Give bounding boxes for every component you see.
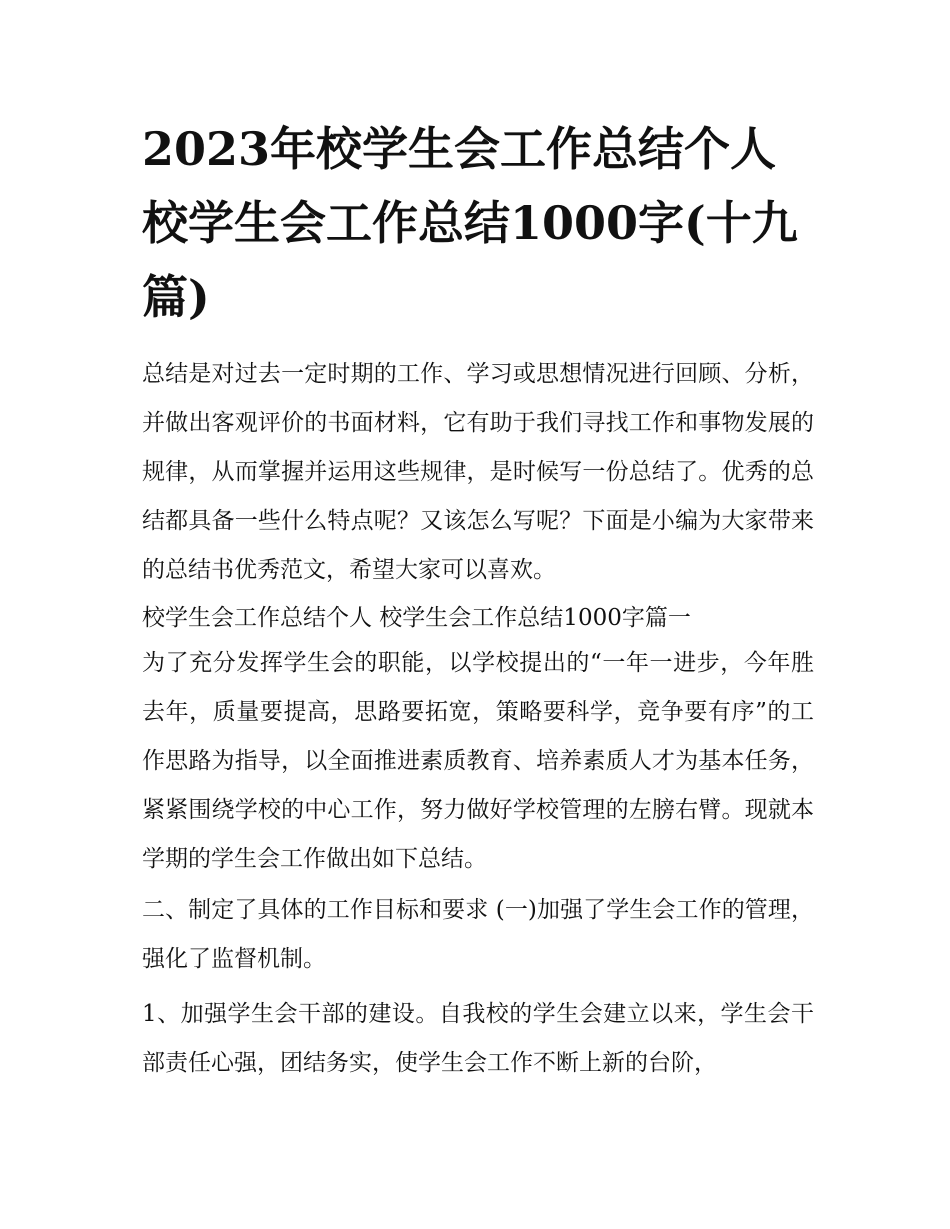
body-paragraph: 1、加强学生会干部的建设。自我校的学生会建立以来，学生会干部责任心强，团结务实，使学生会工作不断上新的台阶，	[142, 1001, 814, 1076]
body-paragraph: 二、制定了具体的工作目标和要求 (一)加强了学生会工作的管理，强化了监督机制。	[142, 897, 814, 972]
section-heading: 校学生会工作总结个人 校学生会工作总结1000字篇一	[142, 605, 691, 631]
document-title: 2023年校学生会工作总结个人 校学生会工作总结1000字(十九篇)	[142, 122, 798, 324]
body-paragraph: 为了充分发挥学生会的职能，以学校提出的“一年一进步，今年胜去年，质量要提高，思路要拓宽，策略要科学，竞争要有序”的工作思路为指导，以全面推进素质教育、培养素质人才为基本任务，紧紧围绕学校的中心工作，努力做好学校管理的左膀右臂。现就本学期的学生会工作做出如下总结。	[142, 650, 814, 872]
document-body	[142, 112, 814, 1088]
intro-paragraph: 总结是对过去一定时期的工作、学习或思想情况进行回顾、分析，并做出客观评价的书面材料，它有助于我们寻找工作和事物发展的规律，从而掌握并运用这些规律，是时候写一份总结了。优秀的总结都具备一些什么特点呢？又该怎么写呢？下面是小编为大家带来的总结书优秀范文，希望大家可以喜欢。	[142, 361, 814, 583]
